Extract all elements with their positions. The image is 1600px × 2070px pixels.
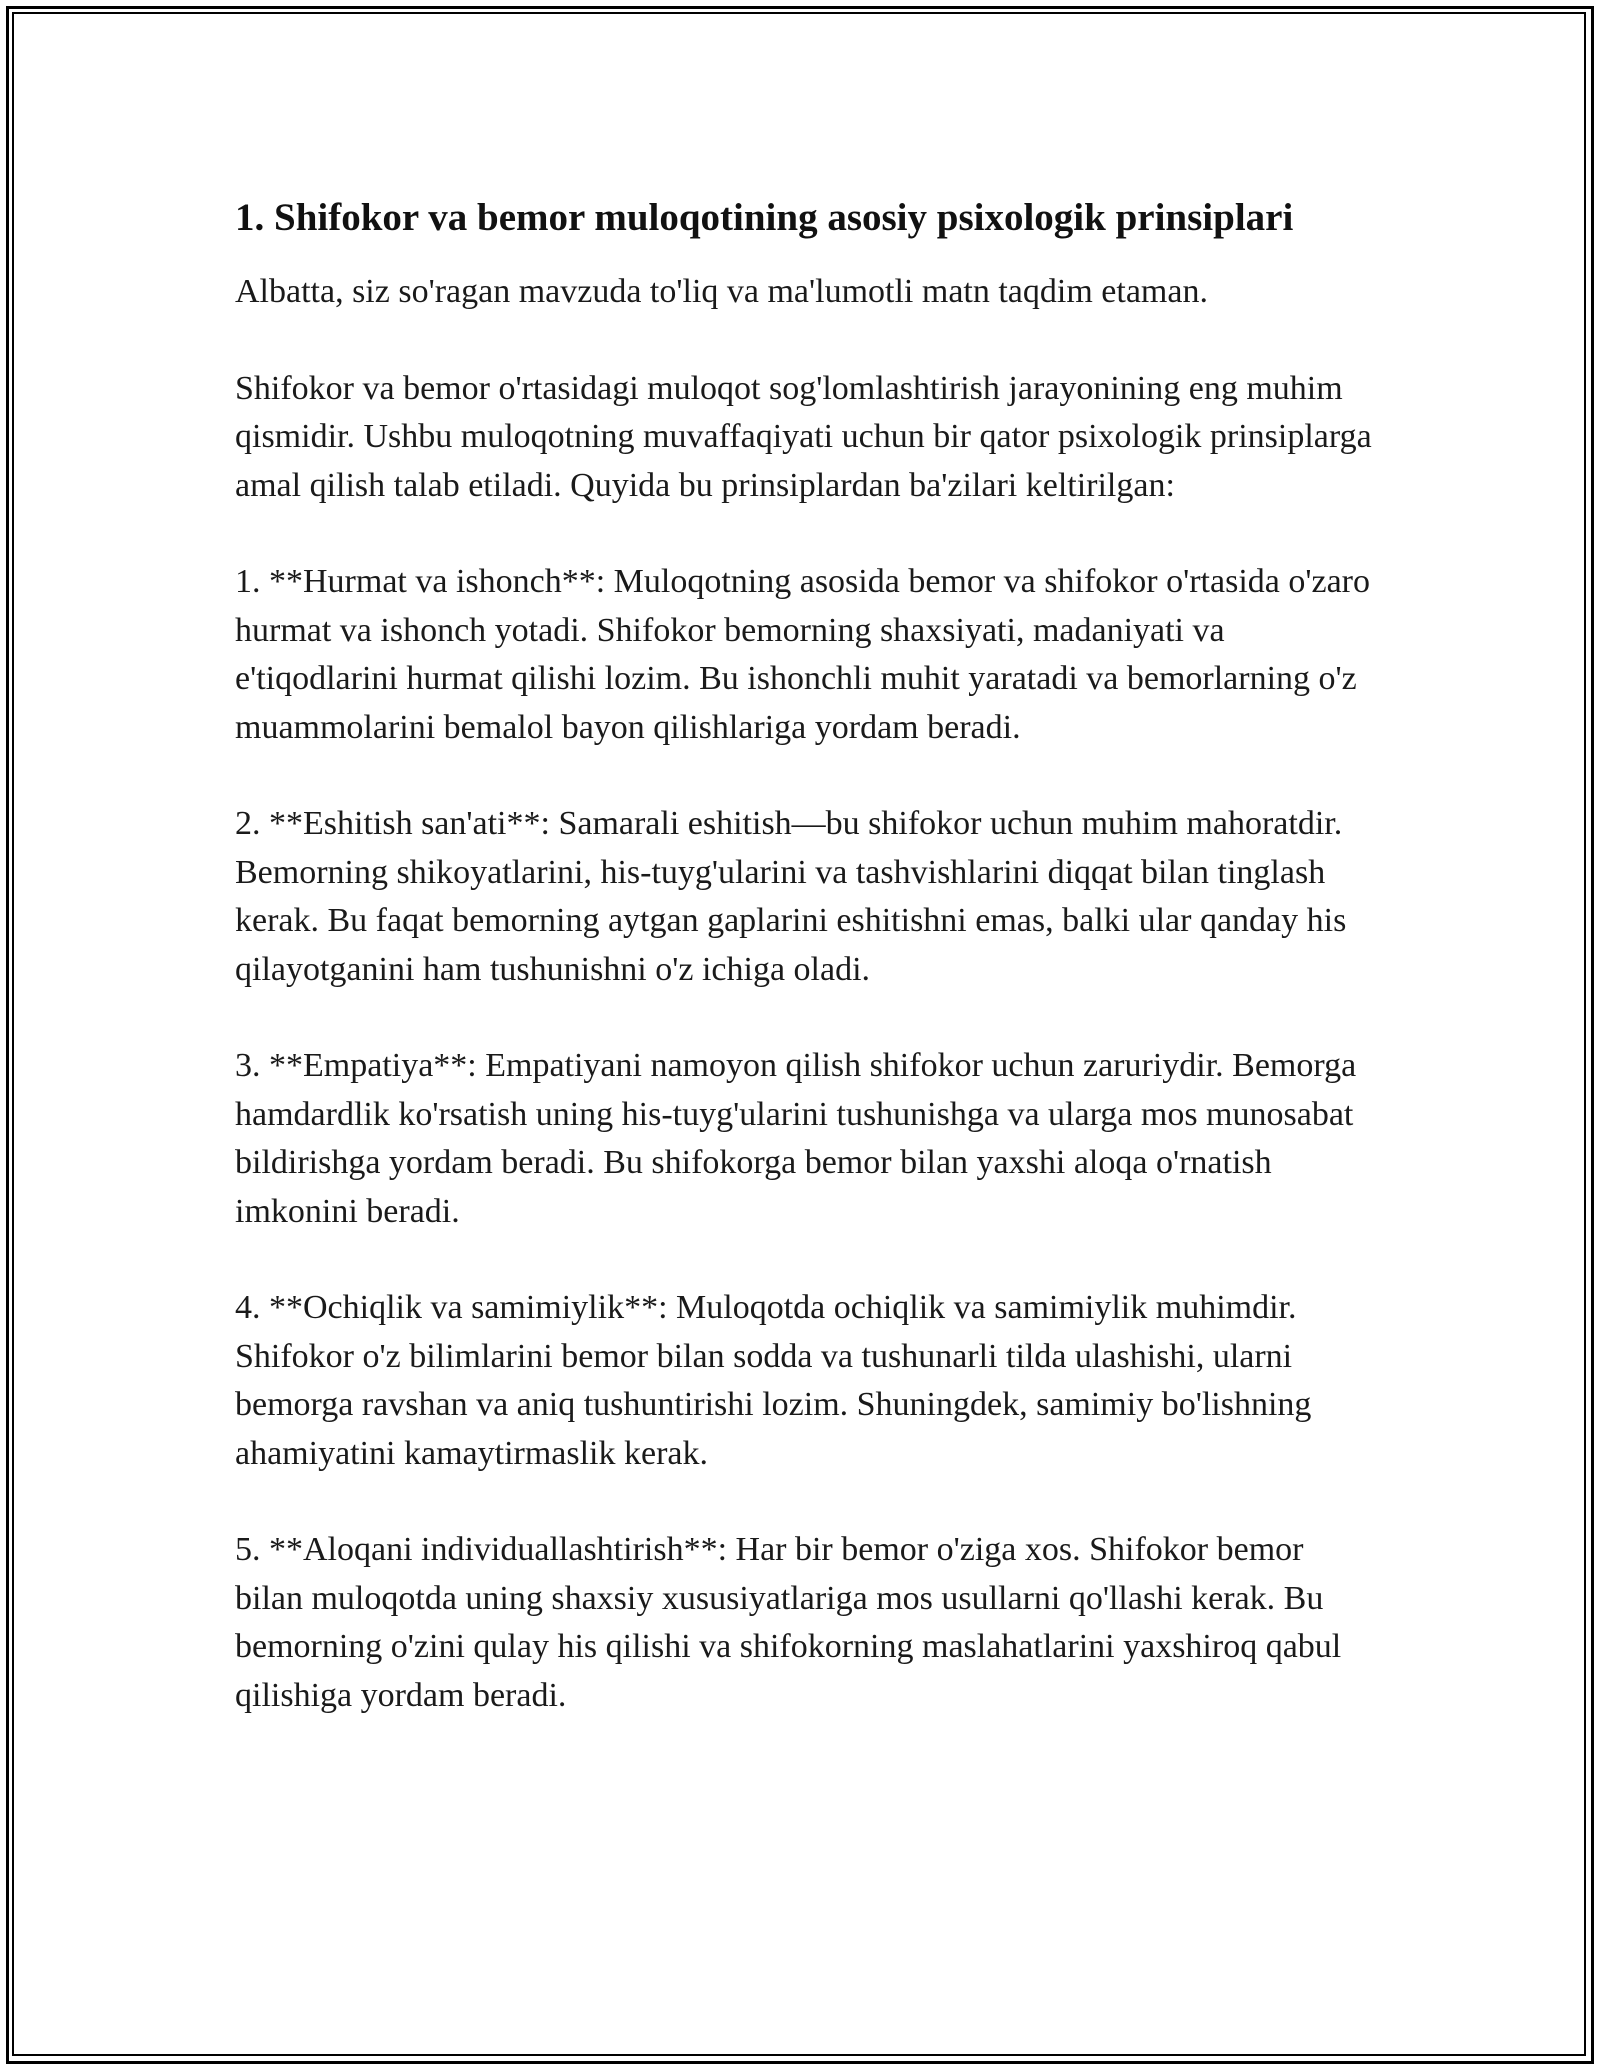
principle-1-paragraph: 1. **Hurmat va ishonch**: Muloqotning asosida bemor va shifokor o'rtasida o'zaro hurmat va ishonch yotadi. Shifokor bemorning shaxsiyati, madaniyati va e'tiqodlarini hurmat qilishi lozim. Bu ishonchli muhit yaratadi va bemorlarning o'z muammolarini bemalol bayon qilishlariga yordam beradi. bbox=[235, 563, 1370, 746]
intro-paragraph: Albatta, siz so'ragan mavzuda to'liq va ma'lumotli matn taqdim etaman. bbox=[235, 273, 1208, 310]
principle-5-paragraph: 5. **Aloqani individuallashtirish**: Har bir bemor o'ziga xos. Shifokor bemor bilan muloqotda uning shaxsiy xususiyatlariga mos usullarni qo'llashi kerak. Bu bemorning o'zini qulay his qilishi va shifokorning maslahatlarini yaxshiroq qabul qilishiga yordam beradi. bbox=[235, 1531, 1342, 1714]
principle-2-paragraph: 2. **Eshitish san'ati**: Samarali eshitish—bu shifokor uchun muhim mahoratdir. Bemorning shikoyatlarini, his-tuyg'ularini va tashvishlarini diqqat bilan tinglash kerak. Bu faqat bemorning aytgan gaplarini eshitishni emas, balki ular qanday his qilayotganini ham tushunishni o'z ichiga oladi. bbox=[235, 805, 1347, 988]
principle-4-paragraph: 4. **Ochiqlik va samimiylik**: Muloqotda ochiqlik va samimiylik muhimdir. Shifokor o'z bilimlarini bemor bilan sodda va tushunarli tilda ulashishi, ularni bemorga ravshan va aniq tushuntirishi lozim. Shuningdek, samimiy bo'lishning ahamiyatini kamaytirmaslik kerak. bbox=[235, 1289, 1312, 1472]
overview-paragraph: Shifokor va bemor o'rtasidagi muloqot sog'lomlashtirish jarayonining eng muhim qismidir. Ushbu muloqotning muvaffaqiyati uchun bir qator psixologik prinsiplarga amal qilish talab etiladi. Quyida bu prinsiplardan ba'zilari keltirilgan: bbox=[235, 369, 1372, 504]
document-body bbox=[235, 190, 1375, 1768]
principle-3-paragraph: 3. **Empatiya**: Empatiyani namoyon qilish shifokor uchun zaruriydir. Bemorga hamdardlik ko'rsatish uning his-tuyg'ularini tushunishga va ularga mos munosabat bildirishga yordam beradi. Bu shifokorga bemor bilan yaxshi aloqa o'rnatish imkonini beradi. bbox=[235, 1047, 1357, 1230]
document-title: 1. Shifokor va bemor muloqotining asosiy psixologik prinsiplari bbox=[235, 196, 1294, 239]
